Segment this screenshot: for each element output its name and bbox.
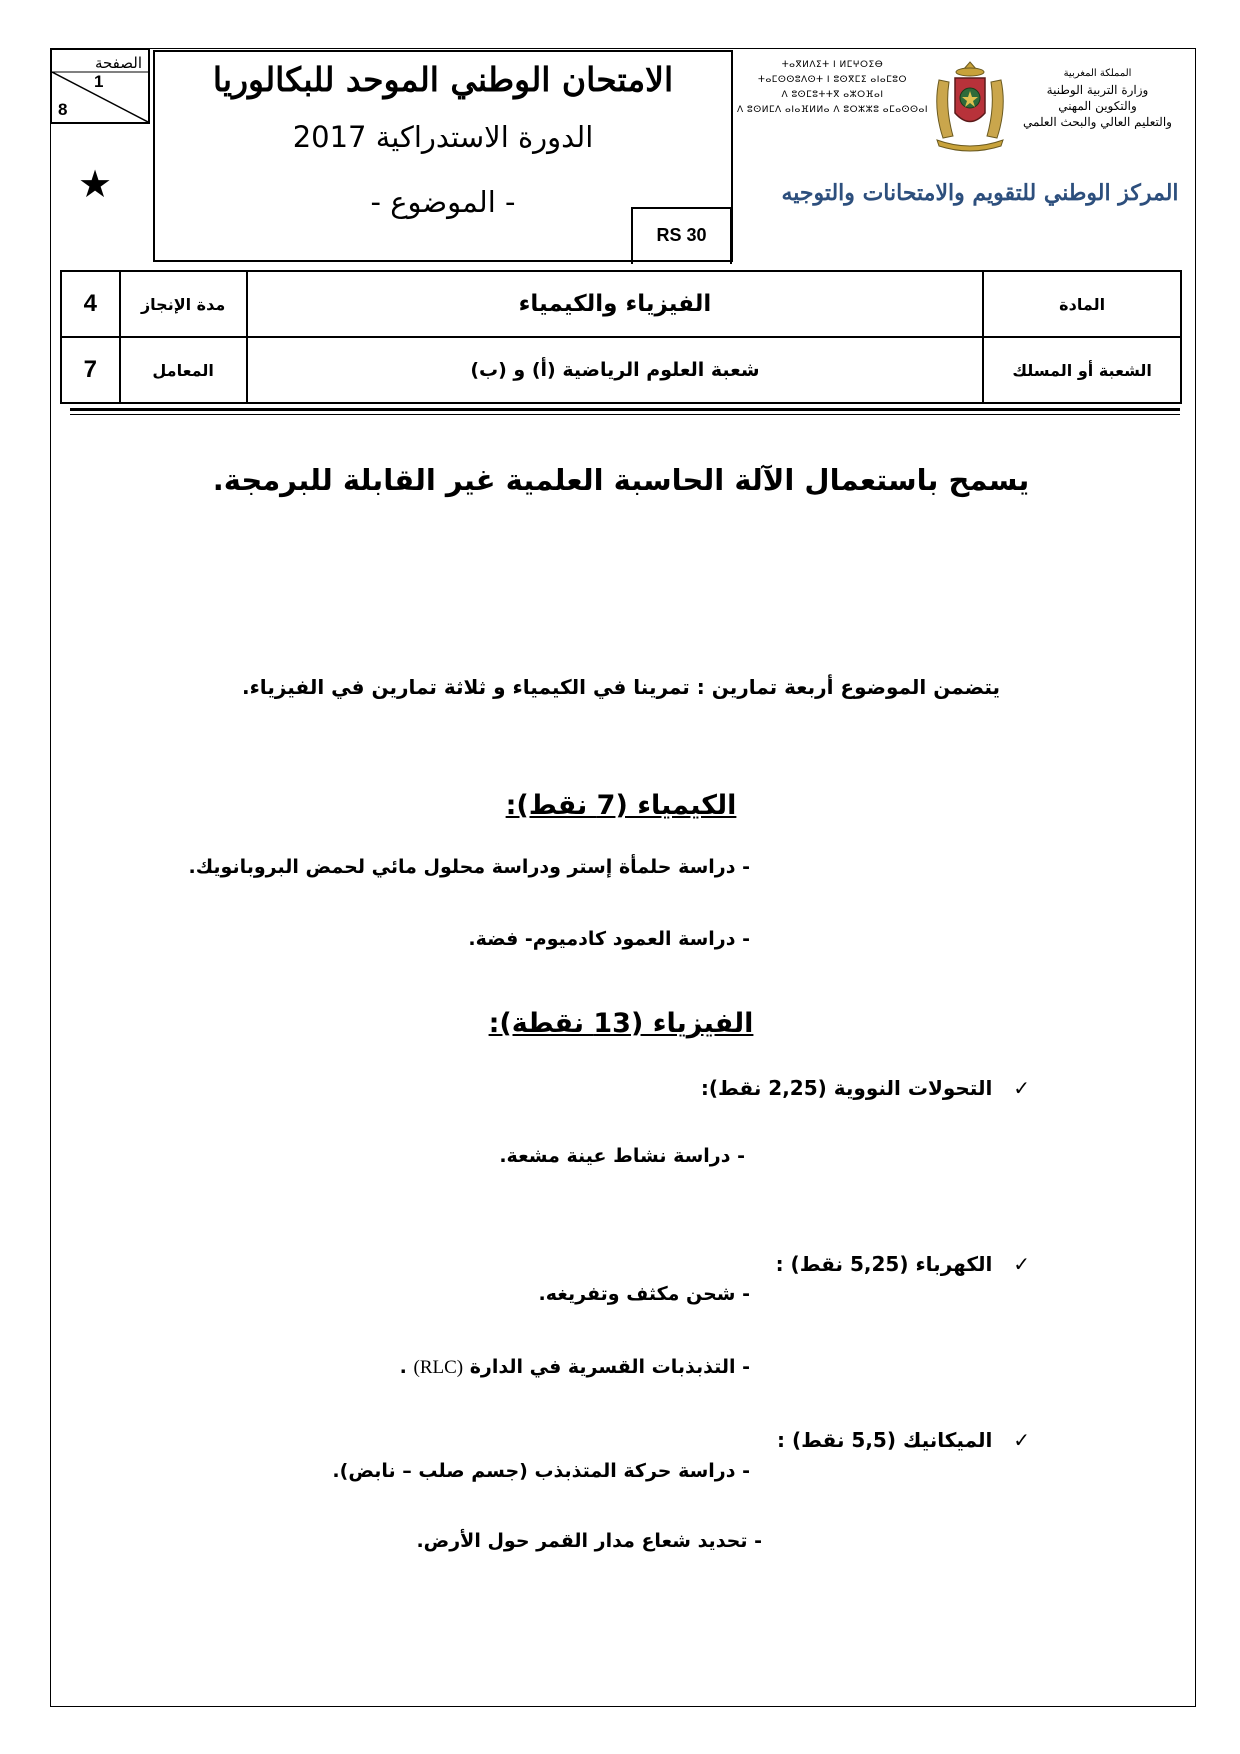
- physics-title: الفيزياء (13 نقطة):: [488, 1008, 754, 1039]
- nuclear-title-text: التحولات النووية (2,25 نقط):: [700, 1076, 993, 1100]
- calculator-note: يسمح باستعمال الآلة الحاسبة العلمية غير القابلة للبرمجة.: [212, 463, 1030, 497]
- electricity-title: [776, 1252, 1030, 1276]
- exam-code: RS 30: [631, 207, 732, 264]
- chemistry-title: الكيمياء (7 نقط):: [505, 790, 737, 821]
- separator-thick: [70, 408, 1180, 411]
- electricity-item-end: .: [399, 1356, 414, 1378]
- branch-row: [61, 337, 1181, 403]
- exam-subject-label: - الموضوع -: [370, 185, 516, 219]
- tifinagh-line: ⵜⴰⵎⵙⵙⵓⴷⵙⵜ ⵏ ⵓⵙⴳⵎⵉ ⴰⵏⴰⵎⵓⵔ: [758, 75, 907, 85]
- mechanics-title-text: الميكانيك (5,5 نقط) :: [777, 1428, 993, 1452]
- ministry-line: وزارة التربية الوطنية: [1046, 83, 1149, 97]
- subject-value: الفيزياء والكيمياء: [247, 271, 984, 337]
- branch-label: الشعبة أو المسلك: [983, 337, 1181, 403]
- subject-label: المادة: [983, 271, 1181, 337]
- page-label: الصفحة: [94, 54, 142, 72]
- ministry-line: والتعليم العالي والبحث العلمي: [1023, 115, 1172, 129]
- electricity-title-text: الكهرباء (5,25 نقط) :: [775, 1252, 993, 1276]
- chemistry-item: - دراسة العمود كادميوم- فضة.: [468, 928, 750, 950]
- electricity-item: [400, 1356, 750, 1379]
- star-icon: ★: [78, 162, 113, 206]
- coefficient-label: المعامل: [120, 337, 247, 403]
- exam-info-table: [60, 270, 1182, 404]
- exam-title: الامتحان الوطني الموحد للبكالوريا: [212, 60, 674, 99]
- nuclear-item: - دراسة نشاط عينة مشعة.: [499, 1145, 745, 1167]
- exam-session: الدورة الاستدراكية 2017: [292, 120, 594, 154]
- page-total: 8: [58, 100, 68, 119]
- evaluation-center-name: المركز الوطني للتقويم والامتحانات والتوجيه: [781, 180, 1179, 206]
- ministry-line: والتكوين المهني: [1058, 99, 1137, 113]
- coat-of-arms-icon: [925, 58, 1015, 153]
- separator-thin: [70, 414, 1180, 415]
- check-icon: ✓: [1013, 1428, 1030, 1452]
- tifinagh-line: ⴷ ⵓⵙⵍⵎⴷ ⴰⵏⴰⴼⵍⵍⴰ ⴷ ⵓⵔⵣⵣⵓ ⴰⵎⴰⵙⵙⴰⵏ: [737, 105, 928, 115]
- ministry-line: المملكة المغربية: [1063, 68, 1132, 79]
- ministry-name: [1005, 66, 1190, 130]
- nuclear-title: [701, 1076, 1030, 1100]
- mechanics-title: [777, 1428, 1030, 1452]
- exam-title-box: [153, 50, 733, 262]
- tifinagh-line: ⵜⴰⴳⵍⴷⵉⵜ ⵏ ⵍⵎⵖⵔⵉⴱ: [781, 60, 884, 70]
- tifinagh-ministry: [730, 58, 935, 118]
- branch-value: شعبة العلوم الرياضية (أ) و (ب): [247, 337, 984, 403]
- mechanics-item: - تحديد شعاع مدار القمر حول الأرض.: [416, 1530, 762, 1552]
- mechanics-item: - دراسة حركة المتذبذب (جسم صلب – نابض).: [332, 1460, 750, 1482]
- tifinagh-line: ⴷ ⵓⵙⵎⵓⵜⵜⴳ ⴰⵣⵔⴼⴰⵏ: [781, 90, 884, 100]
- coefficient-value: 7: [61, 337, 120, 403]
- check-icon: ✓: [1013, 1076, 1030, 1100]
- page-current: 1: [94, 72, 104, 91]
- subject-row: [61, 271, 1181, 337]
- check-icon: ✓: [1013, 1252, 1030, 1276]
- electricity-item-text: - التذبذبات القسرية في الدارة: [463, 1356, 750, 1378]
- page-number-box: [50, 48, 150, 124]
- electricity-item: - شحن مكثف وتفريغه.: [538, 1283, 750, 1305]
- duration-label: مدة الإنجاز: [120, 271, 247, 337]
- chemistry-item: - دراسة حلمأة إستر ودراسة محلول مائي لحمض البروبانويك.: [188, 856, 750, 878]
- exam-intro: يتضمن الموضوع أربعة تمارين : تمرينا في الكيمياء و ثلاثة تمارين في الفيزياء.: [241, 675, 1001, 699]
- duration-value: 4: [61, 271, 120, 337]
- rlc-label: (RLC): [413, 1357, 464, 1378]
